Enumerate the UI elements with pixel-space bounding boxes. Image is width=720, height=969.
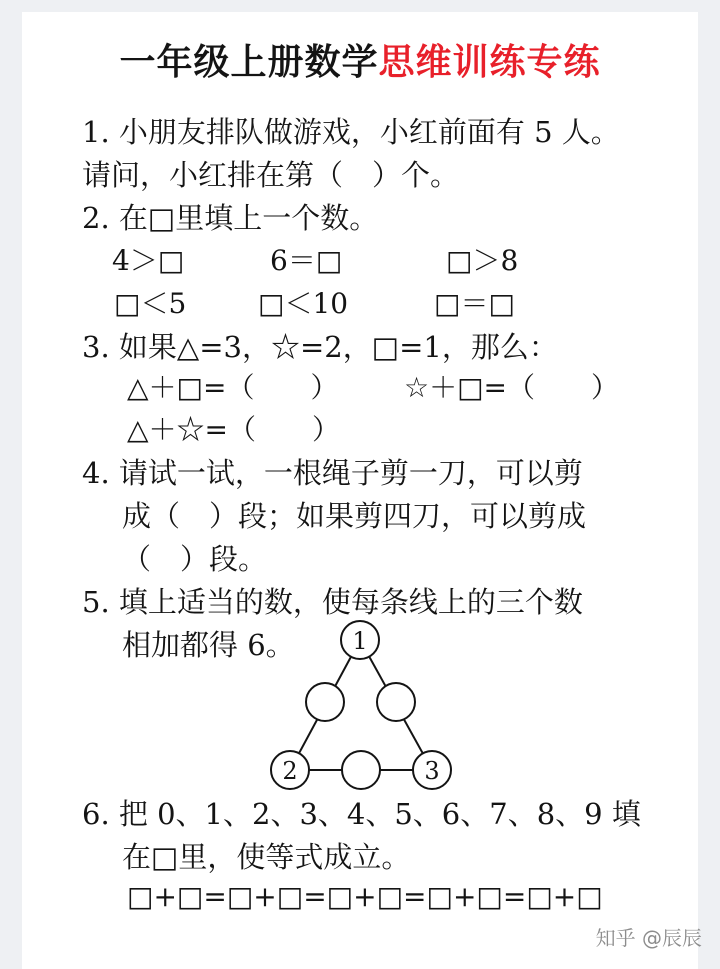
q2-r2c2: □＜10 xyxy=(258,287,349,320)
q1-line2: 请问，小红排在第（ ）个。 xyxy=(82,158,460,192)
q4-line1: 4. 请试一试，一根绳子剪一刀，可以剪 xyxy=(82,456,583,490)
triangle-diagram xyxy=(262,616,462,796)
circle-bottom-right-label: 3 xyxy=(424,757,440,785)
q6-line2: 在□里，使等式成立。 xyxy=(122,840,411,874)
q2-prompt: 2. 在□里填上一个数。 xyxy=(82,201,379,235)
circle-left-mid xyxy=(306,683,344,721)
q5-line2: 相加都得 6。 xyxy=(122,628,295,662)
q3-item1: △＋□=（ ） xyxy=(127,371,339,404)
q4-line3: （ ）段。 xyxy=(122,542,268,576)
q4-line2: 成（ ）段；如果剪四刀，可以剪成 xyxy=(122,499,587,533)
q3-item2: ☆＋□=（ ） xyxy=(404,371,620,404)
q5-line1: 5. 填上适当的数，使每条线上的三个数 xyxy=(82,585,583,619)
watermark: 知乎 @辰辰 xyxy=(595,926,702,950)
page-title xyxy=(0,34,720,85)
q6-line1: 6. 把 0、1、2、3、4、5、6、7、8、9 填 xyxy=(82,797,641,831)
q3-item3: △＋☆=（ ） xyxy=(127,413,340,446)
q2-r1c2: 6＝□ xyxy=(270,244,343,277)
q2-r2c1: □＜5 xyxy=(114,287,187,320)
q3-prompt: 3. 如果△=3，☆=2，□=1，那么： xyxy=(82,330,558,364)
circle-bottom-mid xyxy=(342,751,380,789)
title-red: 思维训练专练 xyxy=(378,42,601,83)
q2-r1c1: 4＞□ xyxy=(112,244,185,277)
q6-equation: □+□=□+□=□+□=□+□=□+□ xyxy=(127,880,603,913)
circle-right-mid xyxy=(377,683,415,721)
circle-bottom-left-label: 2 xyxy=(282,757,298,785)
q2-r2c3: □＝□ xyxy=(434,287,515,320)
q1-line1: 1. 小朋友排队做游戏，小红前面有 5 人。 xyxy=(82,115,620,149)
circle-top-label: 1 xyxy=(352,627,368,655)
title-black: 一年级上册数学 xyxy=(119,42,379,83)
q2-r1c3: □＞8 xyxy=(446,244,519,277)
